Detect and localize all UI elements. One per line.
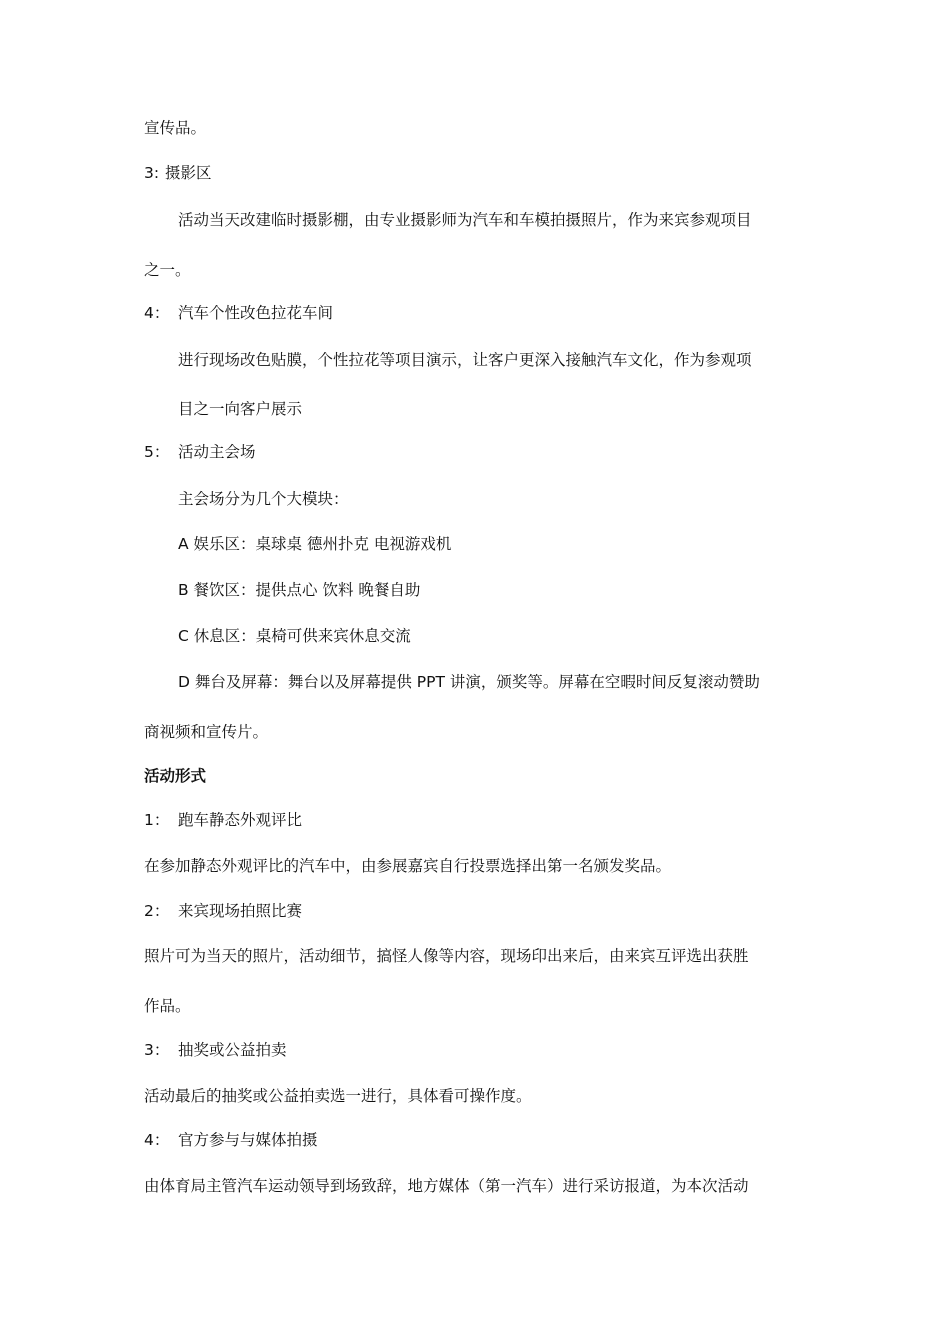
section-heading: 抽奖或公益拍卖	[178, 1041, 287, 1059]
text-line: A 娱乐区：桌球桌 德州扑克 电视游戏机	[178, 535, 452, 553]
section-title: 活动形式	[144, 767, 207, 785]
list-number: 4：	[144, 304, 170, 322]
text-line: 宣传品。	[144, 119, 207, 137]
list-number: 2：	[144, 902, 170, 920]
list-number: 1：	[144, 811, 170, 829]
section-heading: 汽车个性改色拉花车间	[178, 304, 334, 322]
section-heading: 跑车静态外观评比	[178, 811, 303, 829]
text-line: 之一。	[144, 261, 191, 279]
section-heading: 活动主会场	[178, 443, 256, 461]
text-line: 由体育局主管汽车运动领导到场致辞，地方媒体（第一汽车）进行采访报道，为本次活动	[144, 1177, 749, 1195]
text-line: 活动最后的抽奖或公益拍卖选一进行，具体看可操作度。	[144, 1087, 532, 1105]
list-number: 5：	[144, 443, 170, 461]
text-line: 作品。	[144, 997, 191, 1015]
text-line: B 餐饮区：提供点心 饮料 晚餐自助	[178, 581, 421, 599]
text-line: 商视频和宣传片。	[144, 723, 269, 741]
text-line: 主会场分为几个大模块：	[178, 490, 349, 508]
text-line: D 舞台及屏幕：舞台以及屏幕提供 PPT 讲演，颁奖等。屏幕在空暇时间反复滚动赞助	[178, 673, 760, 691]
section-heading: 官方参与与媒体拍摄	[178, 1131, 318, 1149]
list-number: 3:	[144, 164, 160, 182]
text-line: 进行现场改色贴膜，个性拉花等项目演示，让客户更深入接触汽车文化，作为参观项	[178, 351, 752, 369]
text-line: 活动当天改建临时摄影棚，由专业摄影师为汽车和车模拍摄照片，作为来宾参观项目	[178, 211, 752, 229]
text-line: 照片可为当天的照片，活动细节，搞怪人像等内容，现场印出来后，由来宾互评选出获胜	[144, 947, 749, 965]
text-line: 在参加静态外观评比的汽车中，由参展嘉宾自行投票选择出第一名颁发奖品。	[144, 857, 672, 875]
section-heading: 来宾现场拍照比赛	[178, 902, 303, 920]
list-number: 4：	[144, 1131, 170, 1149]
text-line: 目之一向客户展示	[178, 400, 303, 418]
section-heading: 摄影区	[165, 164, 212, 182]
text-line: C 休息区：桌椅可供来宾休息交流	[178, 627, 411, 645]
list-number: 3：	[144, 1041, 170, 1059]
